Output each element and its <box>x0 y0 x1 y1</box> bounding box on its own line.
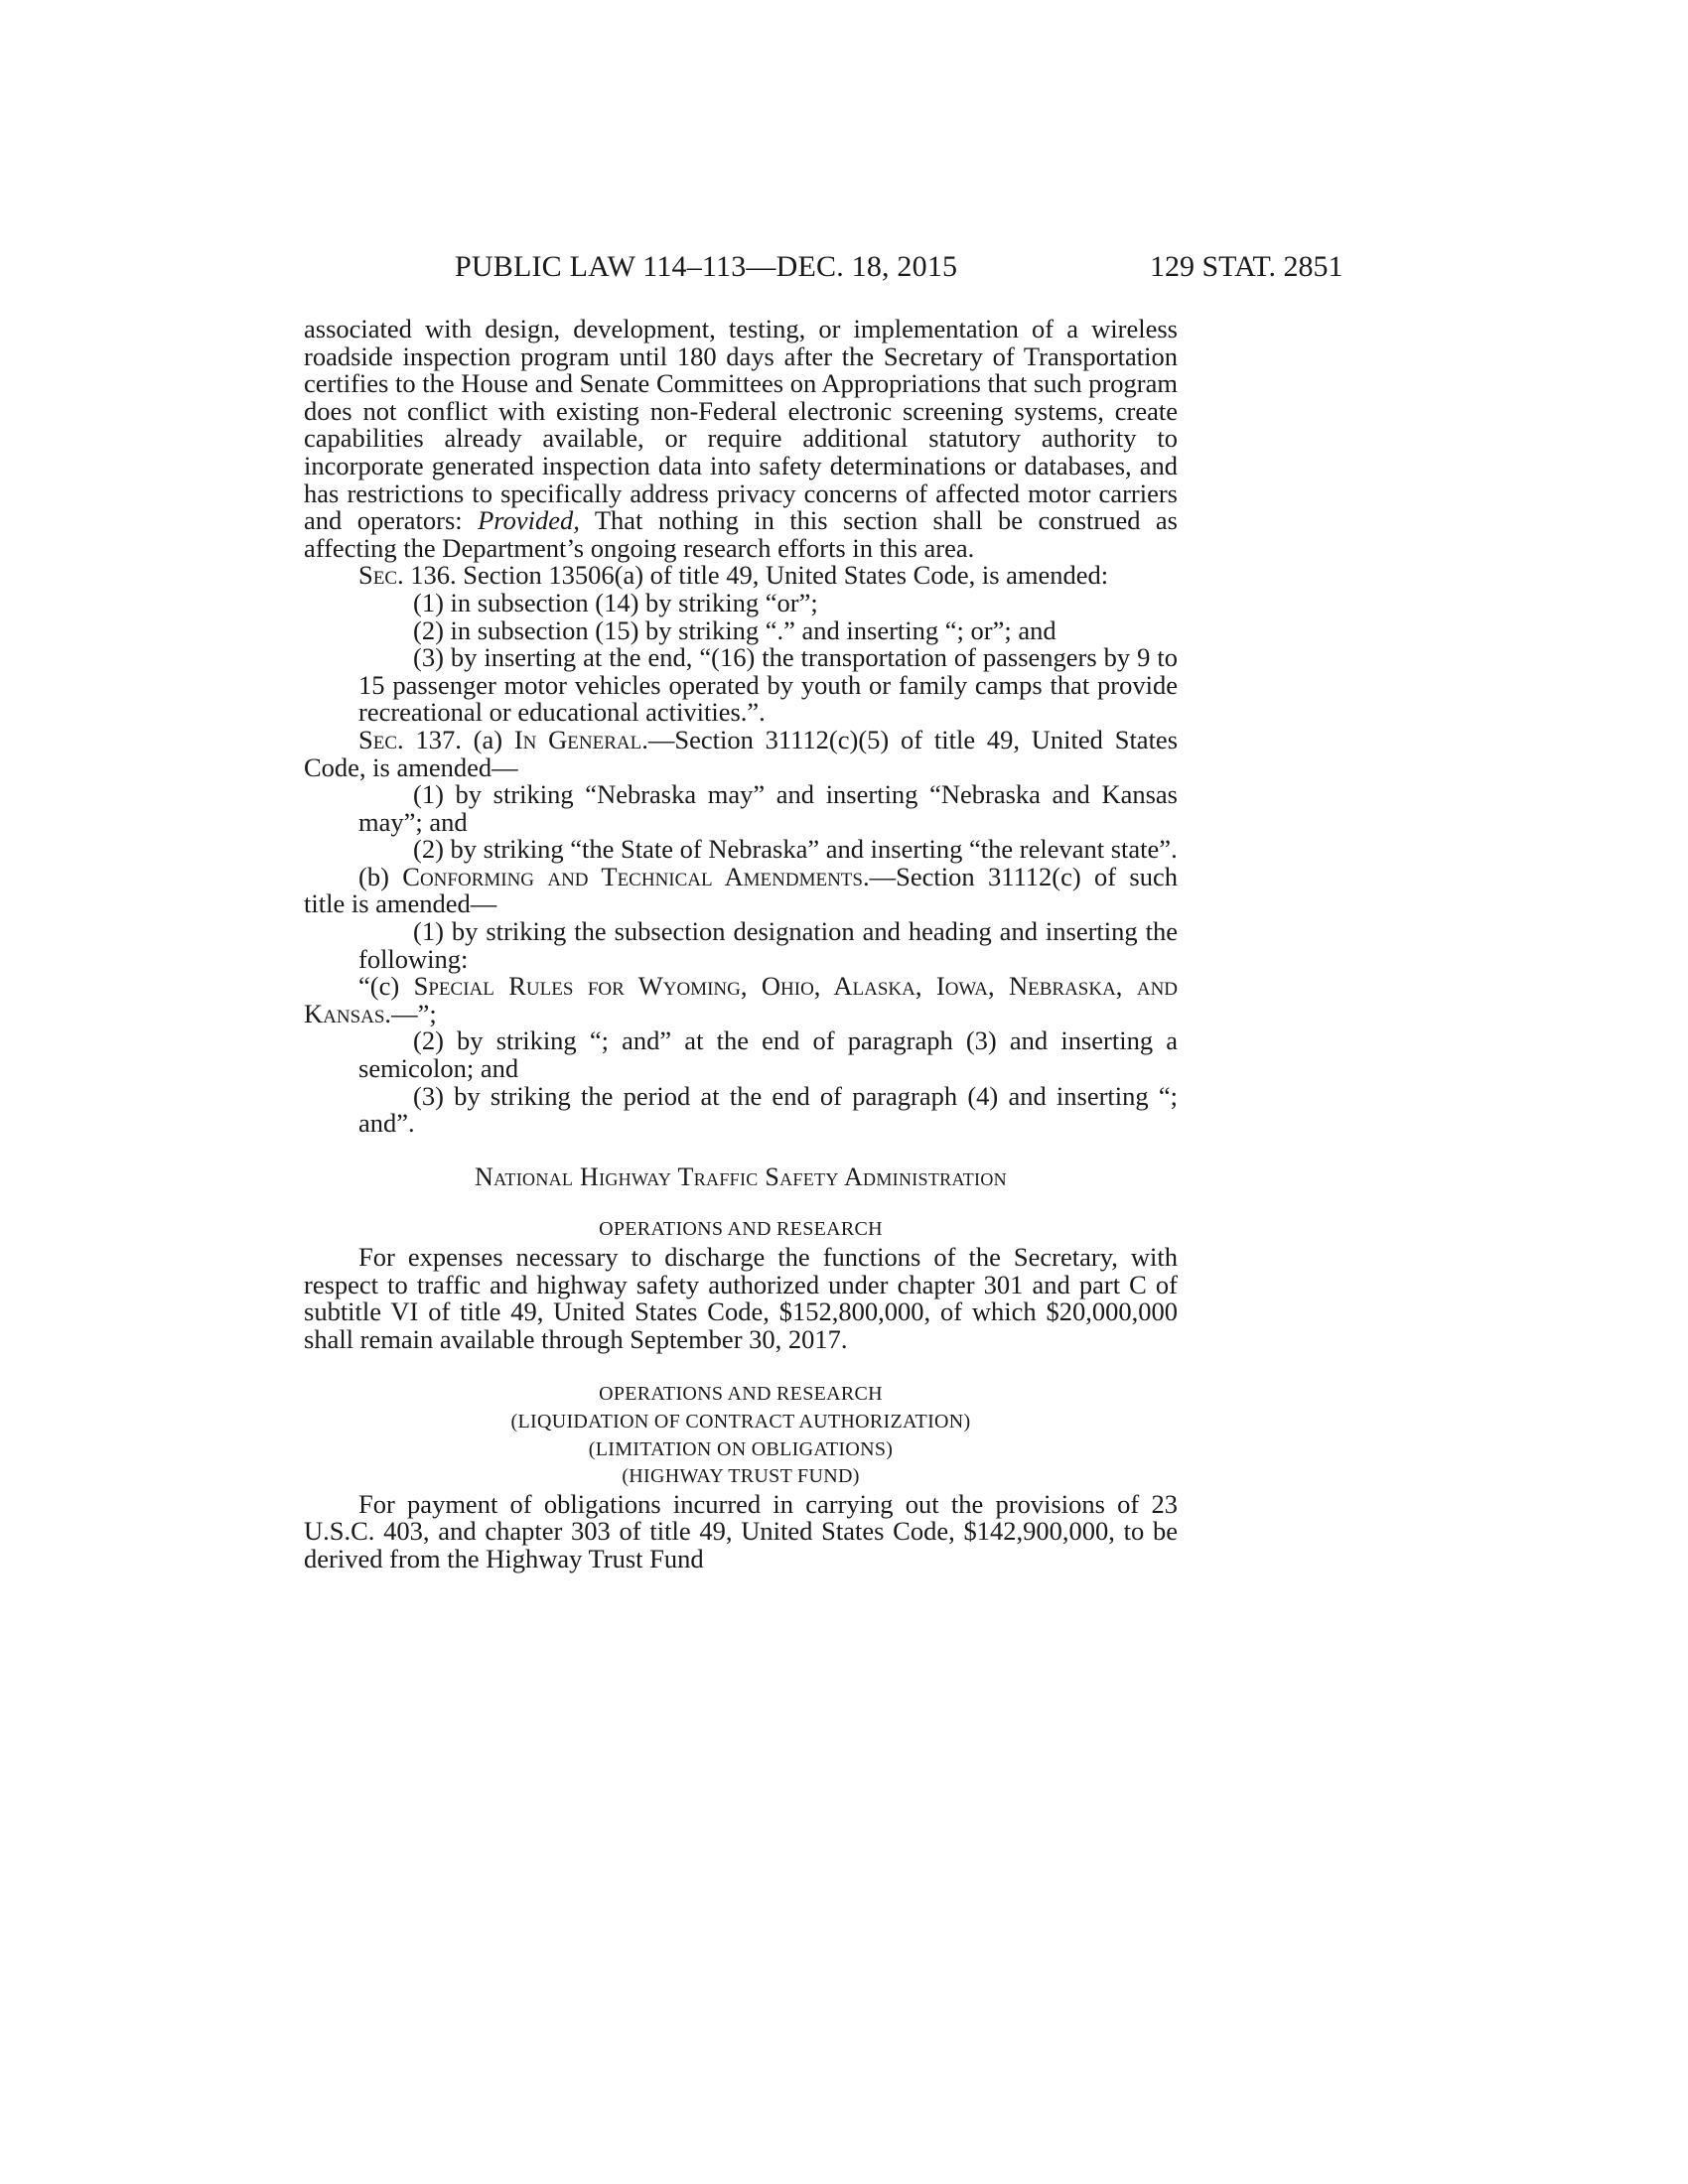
section-137-b-quote-heading: Special Rules for Wyoming, Ohio, Alaska, Iowa, Nebraska, and Kansas. <box>304 971 1179 1028</box>
highway-trust-fund-heading: (HIGHWAY TRUST FUND) <box>622 1465 860 1488</box>
section-137-a-number: 137. (a) <box>415 724 503 754</box>
liquidation-heading: (LIQUIDATION OF CONTRACT AUTHORIZATION) <box>510 1410 971 1433</box>
section-137-b-quote-close: —”; <box>391 998 437 1028</box>
document-body <box>304 316 1178 1573</box>
section-136-item-2: (2) in subsection (15) by striking “.” and inserting “; or”; and <box>413 614 1056 645</box>
section-136-item-3: (3) by inserting at the end, “(16) the transportation of passengers by 9 to 15 passenger motor vehicles operated by youth or family camps that provide recreational or educational activities.”. <box>358 642 1178 728</box>
page-header-stat: 129 STAT. 2851 <box>1150 250 1343 283</box>
section-137-b-label: (b) <box>358 861 389 891</box>
section-137-b-quote <box>304 973 1178 1027</box>
paragraph-continuation-end: That nothing in this section shall be construed as affecting the Department’s ongoing research efforts in this area. <box>304 505 1178 563</box>
section-136-item-1: (1) in subsection (14) by striking “or”; <box>413 587 818 617</box>
operations-research-heading-1: OPERATIONS AND RESEARCH <box>599 1218 883 1241</box>
operations-research-heading-2: OPERATIONS AND RESEARCH <box>599 1383 883 1406</box>
section-137-b-quote-open: “(c) <box>358 971 400 1002</box>
operations-research-paragraph-2: For payment of obligations incurred in carrying out the provisions of 23 U.S.C. 403, and chapter 303 of title 49, United States Code, $142,900,000, to be derived from the Highway Trust Fund <box>304 1488 1178 1573</box>
section-136 <box>304 562 1178 590</box>
section-137-a-item-1: (1) by striking “Nebraska may” and inserting “Nebraska and Kansas may”; and <box>358 779 1178 837</box>
operations-research-paragraph-1: For expenses necessary to discharge the functions of the Secretary, with respect to traffic and highway safety authorized under chapter 301 and part C of subtitle VI of title 49, United States Code, $152,800,000, of which $20,000,000 shall remain available through September 30, 2017. <box>304 1242 1178 1354</box>
section-136-text: 136. Section 13506(a) of title 49, United States Code, is amended: <box>410 560 1109 591</box>
section-137-b-heading: Conforming and Technical Amendments. <box>402 861 870 891</box>
paragraph-continuation <box>304 316 1178 562</box>
section-137-b-item-1: (1) by striking the subsection designation and heading and inserting the following: <box>358 916 1178 974</box>
section-137-a-rest: —Section 31112(c)(5) of title 49, United States Code, is amended— <box>304 724 1179 782</box>
agency-heading: National Highway Traffic Safety Administration <box>475 1161 1007 1191</box>
section-137-a-heading: In General. <box>513 724 648 754</box>
limitation-heading: (LIMITATION ON OBLIGATIONS) <box>588 1437 894 1460</box>
section-137-b-rest: —Section 31112(c) of such title is amended— <box>304 861 1179 919</box>
section-137-b-item-2: (2) by striking “; and” at the end of paragraph (3) and inserting a semicolon; and <box>358 1025 1178 1084</box>
section-137-b <box>304 861 1179 919</box>
page-header-title: PUBLIC LAW 114–113—DEC. 18, 2015 <box>455 250 958 283</box>
provided-italic: Provided, <box>478 505 580 536</box>
section-136-label: Sec. <box>358 560 404 591</box>
section-137-a-item-2: (2) by striking “the State of Nebraska” and inserting “the relevant state”. <box>413 834 1178 865</box>
section-137-b-item-3: (3) by striking the period at the end of paragraph (4) and inserting “; and”. <box>358 1080 1178 1139</box>
section-137-label: Sec. <box>358 724 404 754</box>
section-137-a <box>304 724 1179 782</box>
paragraph-continuation-text: associated with design, development, testing, or implementation of a wireless roadside inspection program until 180 days after the Secretary of Transportation certifies to the House and Senate Committees on Appropriations that such program does not conflict with existing non-Federal electronic screening systems, create capabilities already available, or require additional statutory authority to incorporate generated inspection data into safety determinations or databases, and has restrictions to specifically address privacy concerns of affected motor carriers and operators: <box>304 314 1178 536</box>
